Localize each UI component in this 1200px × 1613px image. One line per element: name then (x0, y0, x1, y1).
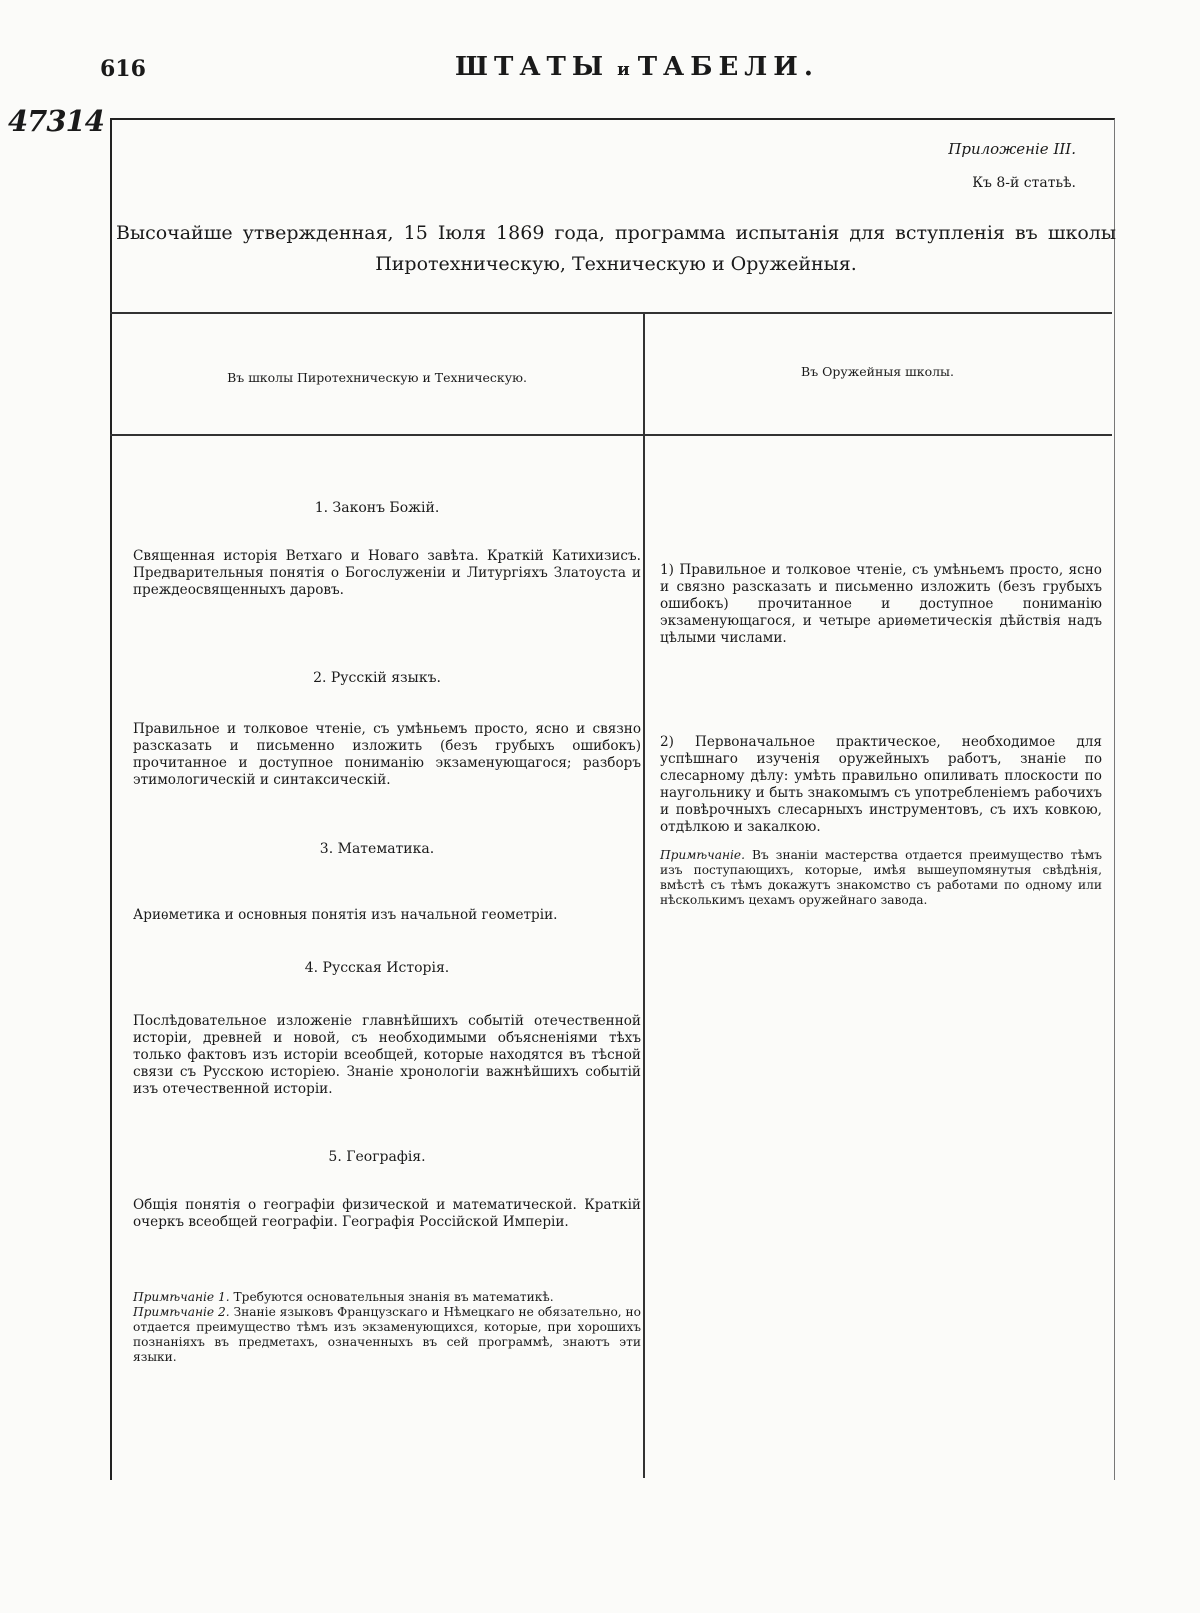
article-reference: Къ 8-й статьѣ. (972, 175, 1076, 191)
footnote (133, 1305, 641, 1365)
title-line-2: Пиротехническую, Техническую и Оружейныя. (375, 253, 857, 275)
footnote-text: Требуются основательныя знанiя въ математикѣ. (233, 1290, 554, 1304)
footnote (133, 1290, 641, 1305)
margin-number: 47314 (8, 104, 104, 138)
section-text: Правильное и толковое чтенiе, съ умѣньемъ просто, ясно и связно разсказать и письменно изложить (безъ грубыхъ ошибокъ) прочитанное и доступное пониманiю экзаменующагося; разборъ этимологическiй и синтаксическiй. (133, 721, 641, 788)
page-number: 616 (100, 56, 146, 82)
section-title: 3. Математика. (319, 841, 435, 857)
section-text: Послѣдовательное изложенiе главнѣйшихъ событiй отечественной исторiи, древней и новой, съ необходимыми объясненiями тѣхъ только фактовъ изъ исторiи всеобщей, которые находятся въ тѣсной связи съ Русскою исторiею. Знанiе хронологiи важнѣйшихъ событiй изъ отечественной исторiи. (133, 1013, 641, 1097)
left-notes (133, 1290, 641, 1365)
section-text: Ариѳметика и основныя понятiя изъ начальной геометрiи. (133, 907, 558, 923)
appendix-label: Приложенiе III. (948, 140, 1076, 158)
section-title: 4. Русская Исторiя. (304, 960, 450, 976)
running-head-conjunction: и (617, 60, 630, 80)
title-line-1: Высочайше утвержденная, 15 Iюля 1869 года, программа испытанiя для вступленiя въ школы (116, 222, 1116, 244)
section-text: Священная исторiя Ветхаго и Новаго завѣта. Краткiй Катихизисъ. Предварительныя понятiя о Богослуженiи и Литургiяхъ Златоуста и преждеосвященныхъ даровъ. (133, 548, 641, 598)
column-header-divider (110, 434, 1112, 436)
right-column-header: Въ Оружейныя школы. (801, 364, 954, 379)
document-title (116, 218, 1116, 280)
running-head-part-a: ШТАТЫ (455, 52, 610, 82)
running-head-part-b: ТАБЕЛИ. (637, 52, 819, 82)
title-divider (110, 312, 1112, 314)
right-item-text: 1) Правильное и толковое чтенiе, съ умѣньемъ просто, ясно и связно разсказать и письменно изложить (безъ грубыхъ ошибокъ) прочитанное и доступное пониманiю экзаменующагося, и четыре ариѳметическiя дѣйствiя надъ цѣлыми числами. (660, 562, 1102, 646)
footnote-text: Знанiе языковъ Французскаго и Нѣмецкаго не обязательно, но отдается преимущество тѣмъ изъ экзаменующихся, которые, при хорошихъ познанiяхъ въ предметахъ, означенныхъ въ сей программѣ, знаютъ эти языки. (133, 1305, 642, 1364)
section-text: Общiя понятiя о географiи физической и математической. Краткiй очеркъ всеобщей географiи. Географiя Россiйской Имперiи. (133, 1197, 641, 1230)
right-item-text: 2) Первоначальное практическое, необходимое для успѣшнаго изученiя оружейныхъ работъ, знанiе по слесарному дѣлу: умѣть правильно опиливать плоскости по наугольнику и быть знакомымъ съ употребленiемъ рабочихъ и повѣрочныхъ слесарныхъ инструментовъ, съ ихъ ковкою, отдѣлкою и закалкою. (660, 734, 1102, 835)
section-title: 5. Географiя. (328, 1149, 426, 1165)
running-head (455, 52, 819, 82)
right-note-text: Въ знанiи мастерства отдается преимущество тѣмъ изъ поступающихъ, которые, имѣя вышеупомянутыя свѣдѣнiя, вмѣстѣ съ тѣмъ докажутъ знакомство съ работами по одному или нѣсколькимъ цехамъ оружейнаго завода. (660, 848, 1103, 907)
column-divider (643, 312, 645, 1478)
left-column-header: Въ школы Пиротехническую и Техническую. (227, 370, 527, 385)
footnote-label: Примѣчанiе 1. (133, 1290, 230, 1304)
section-title: 2. Русскiй языкъ. (313, 670, 441, 686)
section-title: 1. Законъ Божiй. (314, 500, 440, 516)
footnote-label: Примѣчанiе 2. (133, 1305, 230, 1319)
right-note-label: Примѣчанiе. (660, 848, 745, 862)
right-note (660, 848, 1102, 908)
